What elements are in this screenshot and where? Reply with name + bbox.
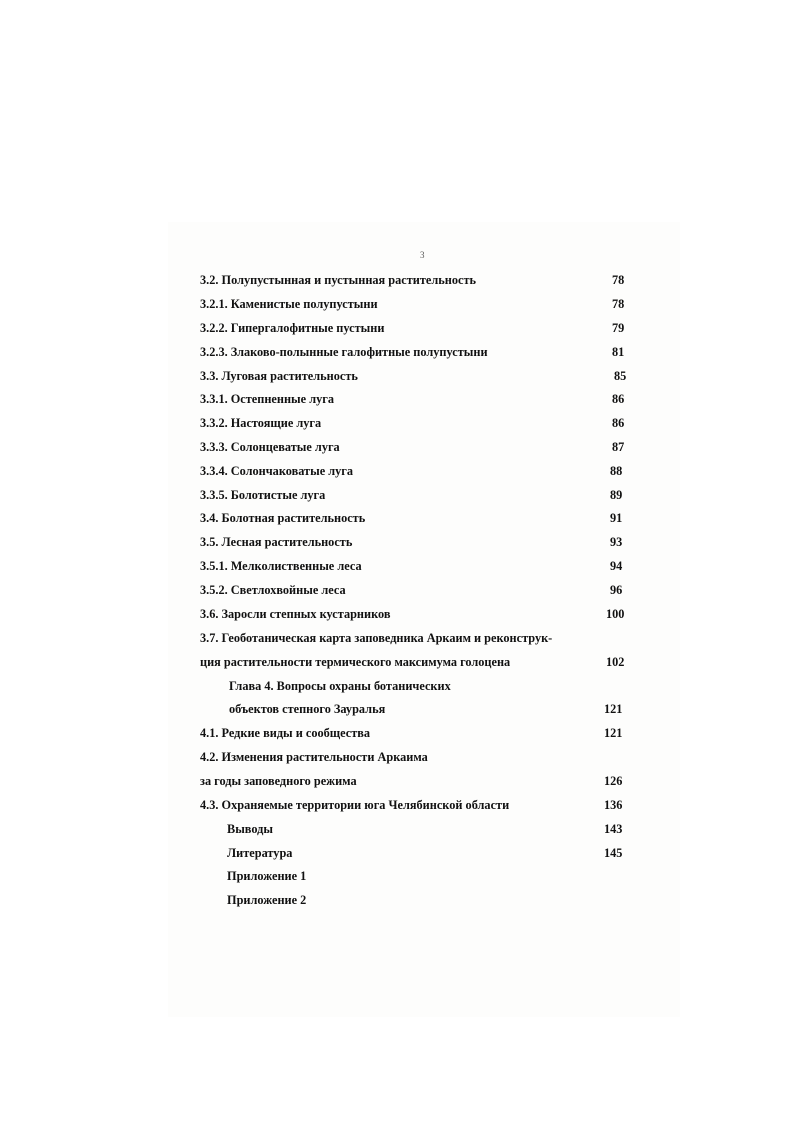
toc-entry-title: объектов степного Зауралья xyxy=(229,702,386,716)
toc-entry-title: 4.2. Изменения растительности Аркаима xyxy=(200,750,428,764)
toc-entry-title: 3.3. Луговая растительность xyxy=(200,369,358,383)
toc-entry-page: 85 xyxy=(614,369,627,383)
toc-entry-page: 93 xyxy=(610,535,623,549)
toc-entry-title: 3.3.2. Настоящие луга xyxy=(200,416,322,430)
toc-entry-title: 3.2. Полупустынная и пустынная растительность xyxy=(200,273,476,287)
toc-entry-title: 3.4. Болотная растительность xyxy=(200,511,366,525)
toc-entry-page: 87 xyxy=(612,440,625,454)
toc-entry-title: Приложение 1 xyxy=(227,869,307,883)
toc-entry-page: 78 xyxy=(612,273,625,287)
toc-entry-page: 96 xyxy=(610,583,623,597)
toc-entry-title: 3.6. Заросли степных кустарников xyxy=(200,607,391,621)
toc-entry-title: 3.3.3. Солонцеватые луга xyxy=(200,440,340,454)
toc-entry-title: 4.3. Охраняемые территории юга Челябинской области xyxy=(200,798,510,812)
toc-entry-page: 89 xyxy=(610,488,623,502)
page-number: 3 xyxy=(420,250,425,260)
toc-entry-page: 88 xyxy=(610,464,623,478)
toc-entry-page: 145 xyxy=(604,846,623,860)
toc-entry-page: 79 xyxy=(612,321,625,335)
toc-entry-title: Выводы xyxy=(227,822,273,836)
toc-entry-page: 78 xyxy=(612,297,625,311)
toc-entry-page: 136 xyxy=(604,798,623,812)
toc-entry-page: 86 xyxy=(612,416,625,430)
toc-entry-title: ция растительности термического максимума голоцена xyxy=(200,655,511,669)
toc-entry-title: 3.2.1. Каменистые полупустыни xyxy=(200,297,378,311)
toc-entry-page: 91 xyxy=(610,511,623,525)
toc-entry-page: 94 xyxy=(610,559,623,573)
toc-entry-title: 3.2.3. Злаково-полынные галофитные полупустыни xyxy=(200,345,488,359)
toc-entry-title: 3.5.1. Мелколиственные леса xyxy=(200,559,362,573)
toc-entry-title: 3.3.4. Солончаковатые луга xyxy=(200,464,354,478)
toc-entry-title: Литература xyxy=(227,846,293,860)
toc-entry-title: Глава 4. Вопросы охраны ботанических xyxy=(229,679,451,693)
toc-entry-title: 3.7. Геоботаническая карта заповедника Аркаим и реконструк- xyxy=(200,631,553,645)
toc-entry-page: 102 xyxy=(606,655,625,669)
toc-entry-page: 126 xyxy=(604,774,623,788)
toc-entry-page: 86 xyxy=(612,392,625,406)
toc-entry-page: 143 xyxy=(604,822,623,836)
toc-entry-title: 3.2.2. Гипергалофитные пустыни xyxy=(200,321,385,335)
toc-entry-title: 3.3.1. Остепненные луга xyxy=(200,392,334,406)
toc-entry-page: 121 xyxy=(604,702,623,716)
toc-entry-page: 121 xyxy=(604,726,623,740)
toc-entry-page: 81 xyxy=(612,345,625,359)
toc-entry-title: 3.5.2. Светлохвойные леса xyxy=(200,583,346,597)
toc-entry-title: Приложение 2 xyxy=(227,893,307,907)
toc-entry-title: 4.1. Редкие виды и сообщества xyxy=(200,726,371,740)
toc-entry-title: за годы заповедного режима xyxy=(200,774,357,788)
toc-entry-title: 3.5. Лесная растительность xyxy=(200,535,353,549)
toc-entry-page: 100 xyxy=(606,607,625,621)
toc-entry-title: 3.3.5. Болотистые луга xyxy=(200,488,326,502)
